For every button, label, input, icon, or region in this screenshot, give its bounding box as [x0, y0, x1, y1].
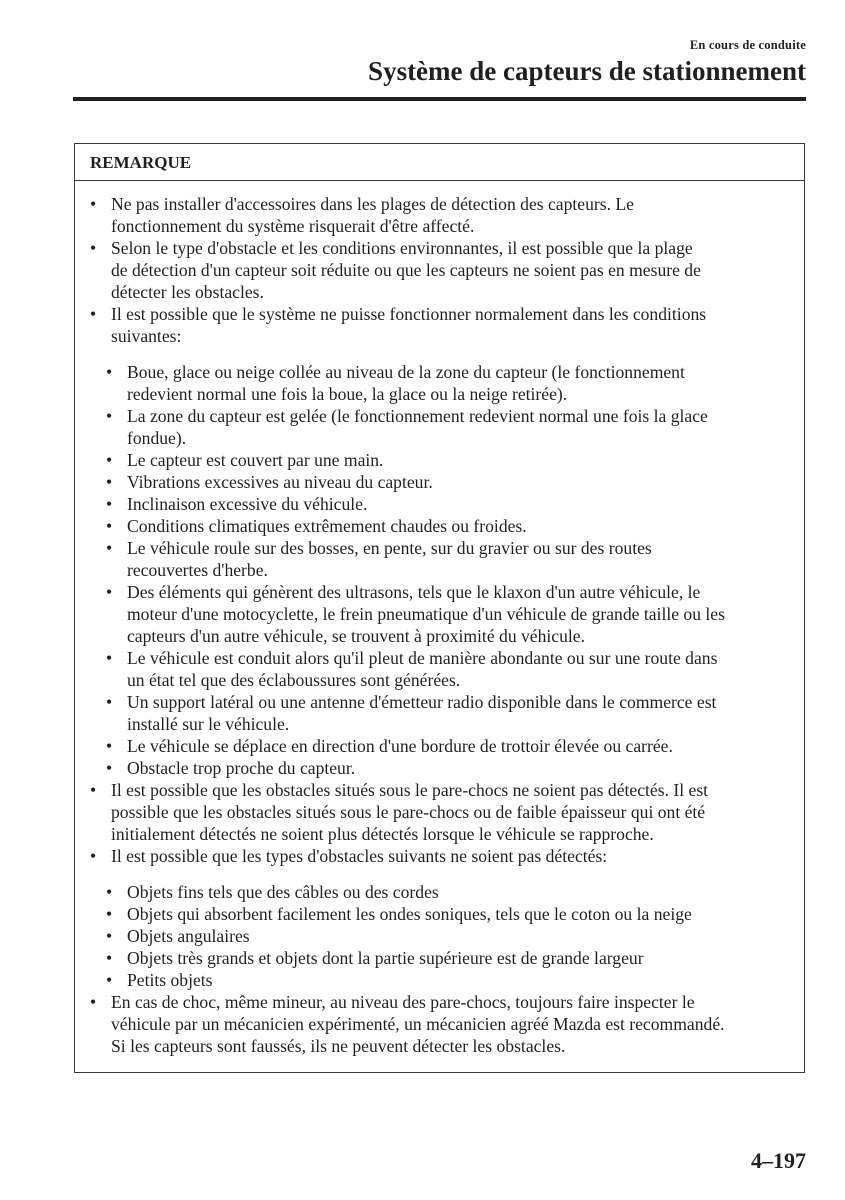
item-text: Objets très grands et objets dont la partie supérieure est de grande largeur	[127, 948, 644, 968]
item-text: En cas de choc, même mineur, au niveau des pare-chocs, toujours faire inspecter le véhicule par un mécanicien expérimenté, un mécanicien agréé Mazda est recommandé. Si les capteurs sont faussés, ils ne peuvent détecter les obstacles.	[111, 992, 725, 1056]
bullet-icon: •	[106, 758, 113, 778]
item-text: Inclinaison excessive du véhicule.	[127, 494, 368, 514]
bullet-icon: •	[106, 450, 113, 470]
bullet-icon: •	[106, 904, 113, 924]
sub-list-item	[89, 449, 798, 471]
list-item	[89, 991, 798, 1057]
bullet-icon: •	[106, 692, 113, 712]
item-text: Objets fins tels que des câbles ou des cordes	[127, 882, 439, 902]
item-text: La zone du capteur est gelée (le fonctionnement redevient normal une fois la glace fondue).	[127, 406, 708, 448]
bullet-icon: •	[90, 238, 97, 258]
note-body	[75, 181, 804, 1057]
bullet-icon: •	[106, 472, 113, 492]
item-text: Ne pas installer d'accessoires dans les plages de détection des capteurs. Le fonctionnement du système risquerait d'être affecté.	[111, 194, 634, 236]
sub-list-item	[89, 647, 798, 691]
list-item	[89, 845, 798, 867]
list-item	[89, 779, 798, 845]
sub-list-item	[89, 537, 798, 581]
page-title: Système de capteurs de stationnement	[368, 56, 806, 86]
sub-list-item	[89, 757, 798, 779]
bullet-icon: •	[106, 494, 113, 514]
sub-list-item	[89, 515, 798, 537]
item-text: Le véhicule roule sur des bosses, en pente, sur du gravier ou sur des routes recouvertes d'herbe.	[127, 538, 652, 580]
bullet-icon: •	[106, 926, 113, 946]
sub-list-item	[89, 735, 798, 757]
page-number: 4–197	[751, 1148, 806, 1173]
note-heading: REMARQUE	[75, 144, 804, 181]
sub-list-item	[89, 405, 798, 449]
item-text: Il est possible que les types d'obstacles suivants ne soient pas détectés:	[111, 846, 608, 866]
sub-list-item	[89, 881, 798, 903]
item-text: Un support latéral ou une antenne d'émetteur radio disponible dans le commerce est installé sur le véhicule.	[127, 692, 717, 734]
item-text: Petits objets	[127, 970, 213, 990]
list-item	[89, 237, 798, 303]
conditions-list	[89, 361, 804, 779]
bullet-icon: •	[106, 516, 113, 536]
sub-list-item	[89, 925, 798, 947]
item-text: Objets angulaires	[127, 926, 250, 946]
section-label: En cours de conduite	[689, 38, 806, 52]
bullet-icon: •	[90, 780, 97, 800]
item-text: Selon le type d'obstacle et les conditions environnantes, il est possible que la plage de détection d'un capteur soit réduite ou que les capteurs ne soient pas en mesure de détecter les obstacles.	[111, 238, 701, 302]
spacer	[89, 867, 804, 881]
bullet-icon: •	[90, 304, 97, 324]
bullet-icon: •	[106, 948, 113, 968]
bullet-icon: •	[106, 970, 113, 990]
sub-list-item	[89, 493, 798, 515]
list-item	[89, 193, 798, 237]
bullet-icon: •	[106, 582, 113, 602]
list-item	[89, 303, 798, 347]
item-text: Des éléments qui génèrent des ultrasons, tels que le klaxon d'un autre véhicule, le moteur d'une motocyclette, le frein pneumatique d'un véhicule de grande taille ou les capteurs d'un autre véhicule, se trouvent à proximité du véhicule.	[127, 582, 725, 646]
item-text: Objets qui absorbent facilement les ondes soniques, tels que le coton ou la neige	[127, 904, 692, 924]
bullet-icon: •	[106, 882, 113, 902]
bullet-icon: •	[106, 406, 113, 426]
title-rule	[73, 97, 806, 101]
item-text: Vibrations excessives au niveau du capteur.	[127, 472, 433, 492]
item-text: Il est possible que le système ne puisse fonctionner normalement dans les conditions suivantes:	[111, 304, 707, 346]
item-text: Il est possible que les obstacles situés sous le pare-chocs ne soient pas détectés. Il est possible que les obstacles situés sous le pare-chocs ou de faible épaisseur qui ont été initialement détectés ne soient plus détectés lorsque le véhicule se rapproche.	[111, 780, 709, 844]
bullet-icon: •	[90, 194, 97, 214]
spacer	[89, 347, 804, 361]
sub-list-item	[89, 581, 798, 647]
bullet-icon: •	[90, 846, 97, 866]
item-text: Le véhicule est conduit alors qu'il pleut de manière abondante ou sur une route dans un état tel que des éclaboussures sont générées.	[127, 648, 718, 690]
bullet-icon: •	[106, 538, 113, 558]
bullet-icon: •	[106, 648, 113, 668]
sub-list-item	[89, 903, 798, 925]
note-list-final	[89, 991, 804, 1057]
obstacle-types-list	[89, 881, 804, 991]
sub-list-item	[89, 361, 798, 405]
bullet-icon: •	[90, 992, 97, 1012]
item-text: Conditions climatiques extrêmement chaudes ou froides.	[127, 516, 527, 536]
sub-list-item	[89, 969, 798, 991]
sub-list-item	[89, 691, 798, 735]
item-text: Obstacle trop proche du capteur.	[127, 758, 356, 778]
note-list	[89, 193, 804, 347]
item-text: Le capteur est couvert par une main.	[127, 450, 384, 470]
note-list-continued	[89, 779, 804, 867]
bullet-icon: •	[106, 736, 113, 756]
sub-list-item	[89, 471, 798, 493]
sub-list-item	[89, 947, 798, 969]
note-box	[74, 143, 805, 1073]
item-text: Boue, glace ou neige collée au niveau de la zone du capteur (le fonctionnement redevient normal une fois la boue, la glace ou la neige retirée).	[127, 362, 685, 404]
item-text: Le véhicule se déplace en direction d'une bordure de trottoir élevée ou carrée.	[127, 736, 673, 756]
bullet-icon: •	[106, 362, 113, 382]
